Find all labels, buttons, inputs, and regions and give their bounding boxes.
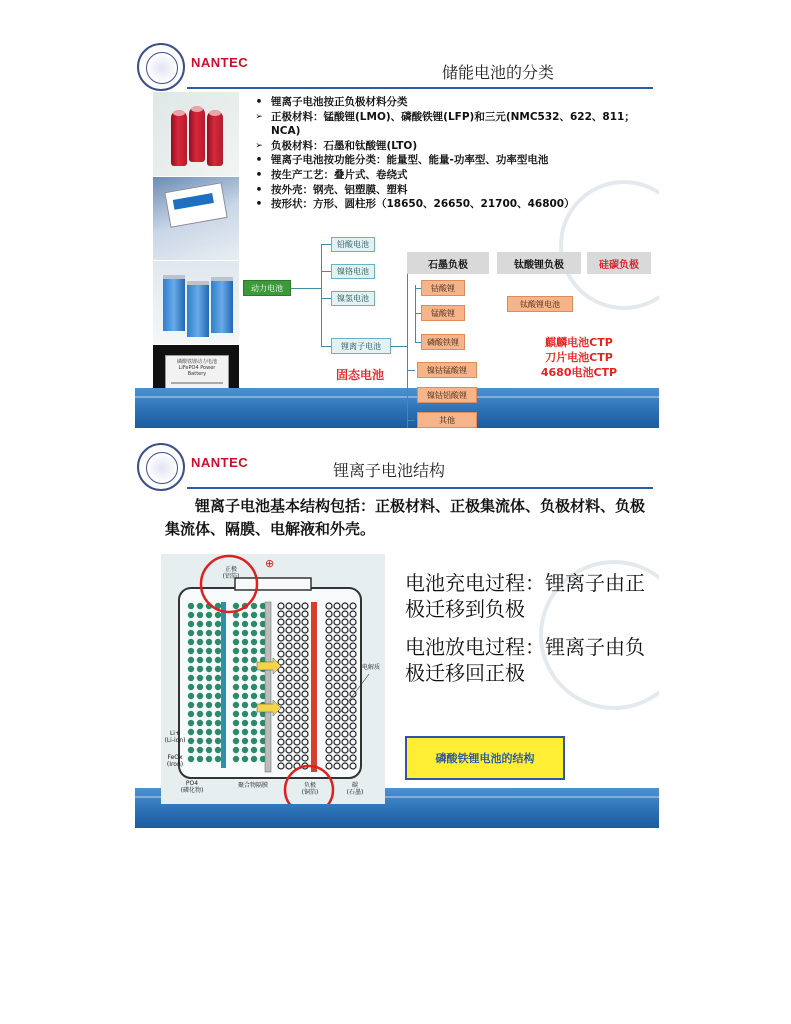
cathode-particle	[188, 756, 194, 762]
bullet-item: ➢ 正极材料：锰酸锂(LMO)、磷酸铁锂(LFP)和三元(NMC532、622、811；NCA)	[255, 110, 635, 138]
cathode-particle	[242, 621, 248, 627]
cathode-particle	[197, 675, 203, 681]
cathode-particle	[242, 666, 248, 672]
cathode-particle	[188, 612, 194, 618]
node-nmc: 镍钴锰酸锂	[417, 362, 477, 378]
cathode-particle	[233, 693, 239, 699]
label-carbon: 碳 (石墨)	[346, 782, 364, 796]
brand-name: NANTEC	[191, 455, 249, 470]
cathode-particle	[233, 630, 239, 636]
cathode-particle	[215, 612, 221, 618]
pouch-cell-photo	[153, 177, 239, 260]
cathode-particle	[251, 693, 257, 699]
label-feox: FeOx (Iron)	[166, 754, 184, 768]
cathode-particle	[188, 648, 194, 654]
cathode-particle	[233, 711, 239, 717]
header-graphite-anode: 石墨负极	[407, 252, 489, 274]
slide-title: 储能电池的分类	[442, 63, 555, 82]
cathode-particle	[242, 639, 248, 645]
node-nickel-chrome: 镍铬电池	[331, 264, 375, 279]
figure-caption-box: 磷酸铁锂电池的结构	[405, 736, 565, 780]
cathode-particle	[206, 675, 212, 681]
cathode-particle	[197, 693, 203, 699]
cathode-particle	[197, 621, 203, 627]
cathode-particle	[206, 639, 212, 645]
label-positive-foil: 正极 (铝箔)	[222, 566, 240, 580]
pack-label-text: 磷酸铁锂动力电池 LiFePO4 Power Battery	[176, 359, 217, 377]
cathode-particle	[233, 648, 239, 654]
header-silicon-carbon-anode: 硅碳负极	[587, 252, 651, 274]
separator	[265, 602, 271, 772]
cathode-particle	[197, 738, 203, 744]
cathode-particle	[206, 693, 212, 699]
charge-process-text: 电池充电过程：锂离子由正极迁移到负极	[405, 571, 645, 621]
cathode-particle	[206, 738, 212, 744]
ctp-note-blade: 刀片电池CTP	[545, 351, 613, 364]
university-seal-logo	[137, 43, 185, 91]
node-nca: 镍钴铝酸锂	[417, 387, 477, 403]
cathode-particle	[233, 684, 239, 690]
cathode-particle	[188, 738, 194, 744]
cathode-particle	[233, 756, 239, 762]
cathode-particle	[215, 747, 221, 753]
cathode-particle	[215, 675, 221, 681]
cathode-particle	[206, 648, 212, 654]
cathode-particle	[242, 738, 248, 744]
cathode-particle	[197, 747, 203, 753]
cathode-particle	[197, 630, 203, 636]
anode-collector	[311, 602, 317, 772]
node-lto-battery: 钛酸锂电池	[507, 296, 573, 312]
cathode-particle	[188, 747, 194, 753]
cathode-particle	[206, 747, 212, 753]
cathode-particle	[251, 639, 257, 645]
cathode-particle	[206, 711, 212, 717]
cathode-particle	[188, 693, 194, 699]
cathode-particle	[251, 684, 257, 690]
cathode-particle	[206, 756, 212, 762]
cathode-particle	[215, 666, 221, 672]
cathode-particle	[242, 648, 248, 654]
cathode-particle	[215, 738, 221, 744]
bullet-item: • 按形状：方形、圆柱形（18650、26650、21700、46800）	[255, 198, 575, 211]
solid-state-label: 固态电池	[335, 368, 384, 382]
cathode-particle	[233, 720, 239, 726]
cathode-particle	[251, 729, 257, 735]
cylindrical-cells-photo	[153, 92, 239, 176]
cathode-particle	[188, 711, 194, 717]
cathode-particle	[233, 639, 239, 645]
node-lead-acid: 铅酸电池	[331, 237, 375, 252]
cathode-particle	[188, 657, 194, 663]
bullet-item: ➢ 负极材料：石墨和钛酸锂(LTO)	[255, 139, 418, 152]
cathode-particle	[206, 630, 212, 636]
cathode-particle	[206, 729, 212, 735]
cathode-particle	[215, 711, 221, 717]
cathode-particle	[242, 675, 248, 681]
label-li-ion: Li+ (Li-ion)	[164, 730, 186, 744]
cathode-particle	[242, 684, 248, 690]
cathode-particle	[188, 684, 194, 690]
cathode-particle	[251, 612, 257, 618]
label-po4: PO4 (磷化物)	[180, 780, 204, 794]
cathode-particle	[251, 738, 257, 744]
cathode-particle	[251, 666, 257, 672]
cathode-particle	[197, 684, 203, 690]
university-seal-logo	[137, 443, 185, 491]
cathode-particle	[242, 612, 248, 618]
cathode-particle	[215, 729, 221, 735]
cathode-particle	[197, 756, 203, 762]
cathode-particle	[242, 747, 248, 753]
cathode-particle	[251, 756, 257, 762]
cathode-particle	[197, 612, 203, 618]
brand-name: NANTEC	[191, 55, 249, 70]
node-lmo: 锰酸锂	[421, 305, 465, 321]
cathode-particle	[233, 621, 239, 627]
cathode-particle	[215, 648, 221, 654]
label-electrolyte: 电解质	[361, 664, 380, 671]
cathode-particle	[242, 720, 248, 726]
cathode-particle	[215, 630, 221, 636]
cathode-particle	[233, 666, 239, 672]
cathode-particle	[251, 603, 257, 609]
bullet-item: • 锂离子电池按正负极材料分类	[255, 96, 408, 108]
cathode-particle	[188, 630, 194, 636]
cathode-particle	[215, 693, 221, 699]
cathode-particle	[197, 639, 203, 645]
bullet-item: • 按生产工艺：叠片式、卷绕式	[255, 168, 408, 181]
cathode-particle	[188, 621, 194, 627]
title-divider	[187, 487, 653, 489]
plus-terminal-icon: ⊕	[265, 557, 275, 570]
cathode-particle	[215, 756, 221, 762]
discharge-process-text: 电池放电过程：锂离子由负极迁移回正极	[405, 635, 645, 685]
cathode-particle	[242, 693, 248, 699]
label-negative-foil: 负极 (铜箔)	[301, 782, 319, 796]
cathode-particle	[233, 657, 239, 663]
cathode-particle	[197, 666, 203, 672]
header-lto-anode: 钛酸锂负极	[497, 252, 581, 274]
node-other: 其他	[417, 412, 477, 428]
cathode-particle	[215, 702, 221, 708]
cathode-particle	[215, 639, 221, 645]
cathode-particle	[242, 711, 248, 717]
cathode-particle	[188, 675, 194, 681]
slide-battery-classification	[135, 40, 659, 428]
node-nimh: 镍氢电池	[331, 291, 375, 306]
cathode-particle	[188, 702, 194, 708]
cathode-particle	[251, 747, 257, 753]
structure-paragraph: 锂离子电池基本结构包括：正极材料、正极集流体、负极材料、负极集流体、隔膜、电解液和外壳。	[165, 497, 646, 538]
cathode-particle	[242, 702, 248, 708]
ctp-note-4680: 4680电池CTP	[540, 366, 618, 379]
cathode-particle	[233, 747, 239, 753]
cathode-particle	[215, 720, 221, 726]
cathode-particle	[206, 657, 212, 663]
bullet-item: • 锂离子电池按功能分类：能量型、能量-功率型、功率型电池	[255, 154, 549, 167]
cathode-particle	[206, 702, 212, 708]
bullet-item: • 按外壳：钢壳、铝塑膜、塑料	[255, 183, 408, 196]
cathode-particle	[233, 603, 239, 609]
cathode-particle	[197, 702, 203, 708]
cathode-particle	[251, 675, 257, 681]
ctp-note-qilin: 麒麟电池CTP	[545, 336, 613, 349]
node-lco: 钴酸锂	[421, 280, 465, 296]
cathode-particle	[206, 684, 212, 690]
cathode-particle	[251, 702, 257, 708]
classification-bullet-list	[251, 95, 657, 212]
cathode-particle	[188, 666, 194, 672]
slide-title: 锂离子电池结构	[333, 461, 446, 480]
cathode-particle	[233, 675, 239, 681]
cathode-particle	[206, 720, 212, 726]
cathode-particle	[188, 720, 194, 726]
cathode-particle	[251, 711, 257, 717]
cathode-particle	[215, 684, 221, 690]
cathode-particle	[251, 630, 257, 636]
cathode-particle	[188, 639, 194, 645]
cathode-particle	[251, 720, 257, 726]
cathode-particle	[206, 666, 212, 672]
cathode-particle	[197, 720, 203, 726]
node-lithium-ion: 锂离子电池	[331, 338, 391, 354]
title-divider	[187, 87, 653, 89]
cathode-particle	[242, 729, 248, 735]
lfp-battery-structure-figure	[161, 554, 385, 804]
cathode-particle	[242, 756, 248, 762]
cathode-particle	[251, 621, 257, 627]
prismatic-cells-photo	[153, 261, 239, 344]
label-separator: 聚合物隔膜	[237, 782, 268, 789]
cathode-particle	[206, 612, 212, 618]
cathode-particle	[242, 630, 248, 636]
cathode-particle	[197, 648, 203, 654]
cathode-collector	[221, 602, 226, 768]
cathode-particle	[215, 621, 221, 627]
cathode-particle	[188, 603, 194, 609]
cathode-particle	[233, 738, 239, 744]
cathode-particle	[251, 657, 257, 663]
cathode-particle	[206, 621, 212, 627]
cathode-particle	[233, 702, 239, 708]
node-lfp: 磷酸铁锂	[421, 334, 465, 350]
cathode-particle	[242, 657, 248, 663]
node-power-battery: 动力电池	[243, 280, 291, 296]
cathode-particle	[251, 648, 257, 654]
cathode-particle	[188, 729, 194, 735]
footer-band	[135, 388, 659, 428]
cathode-particle	[197, 603, 203, 609]
cathode-particle	[233, 729, 239, 735]
cathode-particle	[197, 657, 203, 663]
battery-cross-section	[161, 554, 385, 804]
slide-battery-structure	[135, 440, 659, 828]
cathode-particle	[197, 729, 203, 735]
cathode-particle	[215, 657, 221, 663]
cathode-particle	[197, 711, 203, 717]
